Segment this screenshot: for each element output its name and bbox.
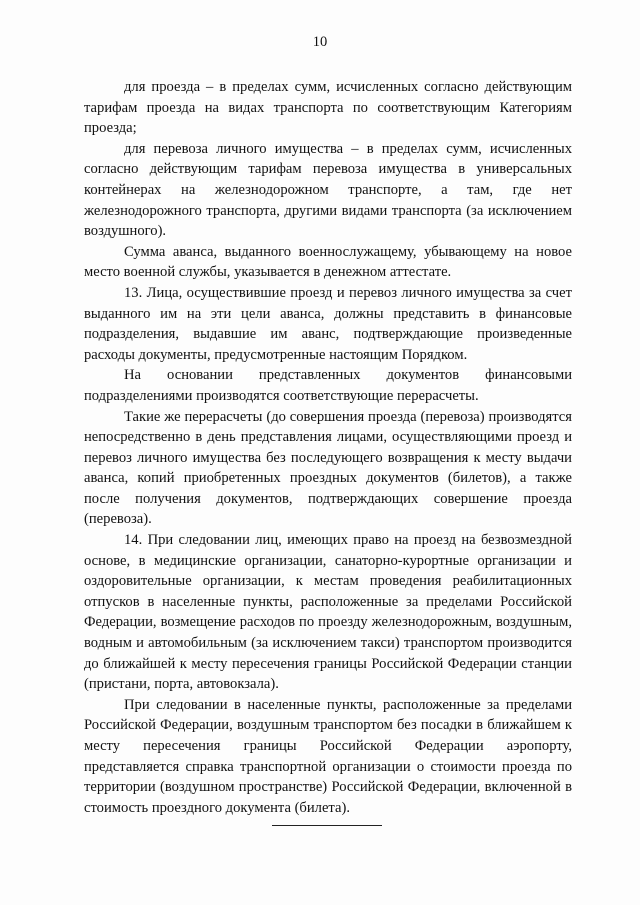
paragraph-advance-amount: Сумма аванса, выданного военнослужащему, убывающему на новое место военной службы, указывается в денежном аттестате. xyxy=(84,243,572,281)
footer-divider xyxy=(272,825,382,826)
paragraph-travel-limits: для проезда – в пределах сумм, исчисленных согласно действующим тарифам проезда на видах транспорта по соответствующим Категориям проезда; xyxy=(84,79,572,137)
paragraph-same-recalculation: Такие же перерасчеты (до совершения проезда (перевоза) производятся непосредственно в день представления лицами, осуществляющими проезд и перевоз личного имущества без последующего возвращения к месту выдачи аванса, копий приобретенных проездных документов (билетов), а также после получения документов, подтверждающих совершение проезда (перевоза). xyxy=(84,408,572,528)
paragraph-recalculation: На основании представленных документов финансовыми подразделениями производятся соответствующие перерасчеты. xyxy=(84,367,572,404)
paragraph-item-14: 14. При следовании лиц, имеющих право на проезд на безвозмездной основе, в медицинские организации, санаторно-курортные организации и оздоровительные организации, к местам проведения реабилитационных отпусков в населенные пункты, расположенные за пределами Российской Федерации, возмещение расходов по проезду железнодорожным, воздушным, водным и автомобильным (за исключением такси) транспортом производится до ближайшей к месту пересечения границы Российской Федерации станции (пристани, порта, автовокзала). xyxy=(84,532,572,693)
paragraph-item-13: 13. Лица, осуществившие проезд и перевоз личного имущества за счет выданного им на эти цели аванса, должны представить в финансовые подразделения, выдавшие им аванс, подтверждающие произведенные расходы документы, предусмотренные настоящим Порядком. xyxy=(84,284,572,363)
page-number: 10 xyxy=(312,34,328,50)
paragraph-property-transport: для перевоза личного имущества – в пределах сумм, исчисленных согласно действующим тарифам перевоза имущества в универсальных контейнерах на железнодорожном транспорте, а там, где нет железнодорожного транспорта, другими видами транспорта (за исключением воздушного). xyxy=(84,140,572,240)
paragraph-air-travel-certificate: При следовании в населенные пункты, расположенные за пределами Российской Федерации, воздушным транспортом без посадки в ближайшем к месту пересечения границы Российской Федерации аэропорту, представляется справка транспортной организации о стоимости проезда по территории (воздушном пространстве) Российской Федерации, включенной в стоимость проездного документа (билета). xyxy=(84,696,572,816)
document-body xyxy=(84,77,572,818)
